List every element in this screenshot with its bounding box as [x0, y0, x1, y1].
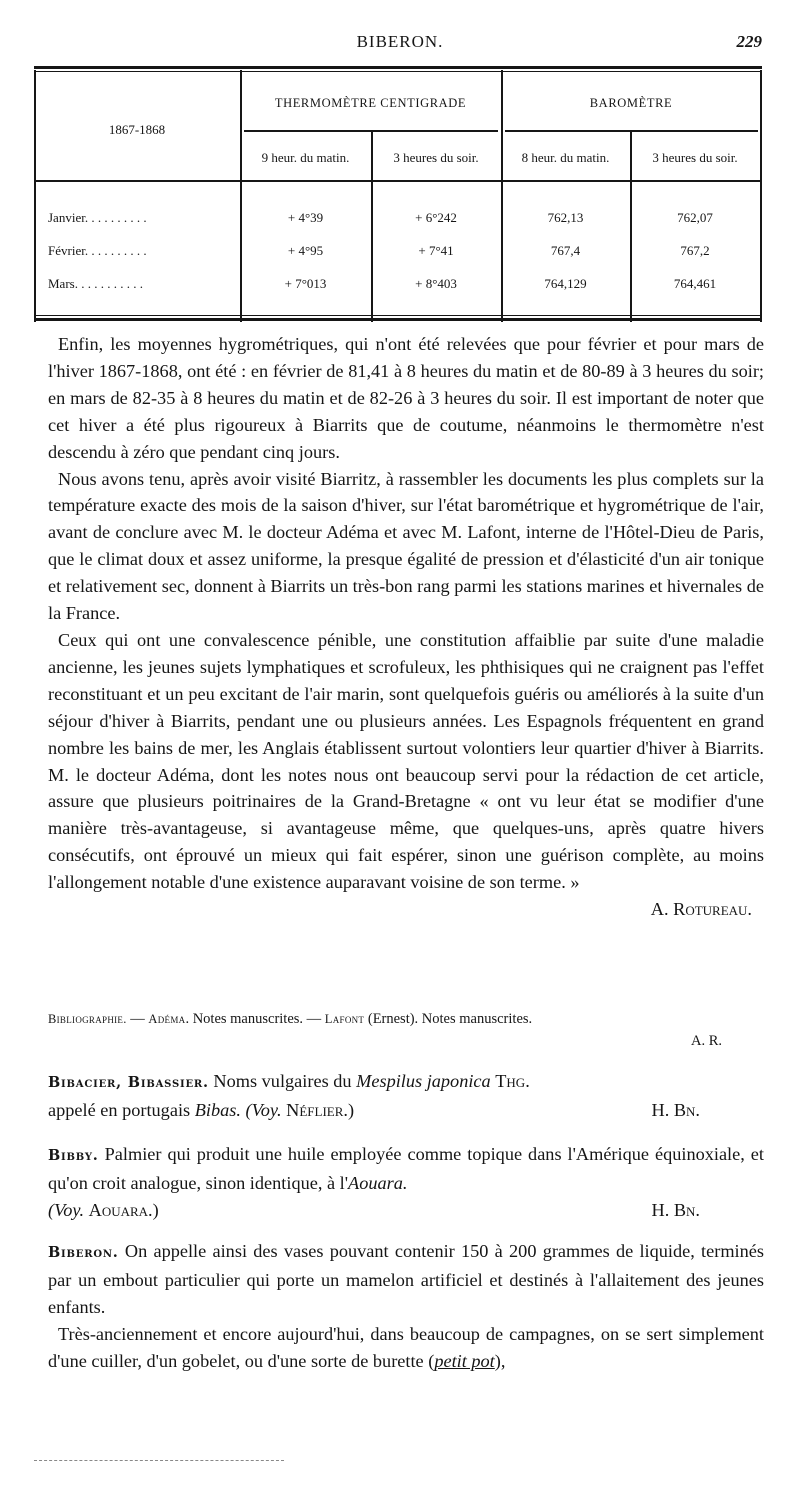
bibliography [48, 1008, 764, 1052]
table-corner-label: 1867-1868 [108, 122, 166, 137]
thermo-group-rule [244, 130, 498, 132]
row-label: Mars. . . . . . . . . . . [48, 276, 143, 291]
table-bottom-rule [34, 318, 762, 321]
table-cell: 762,13 [547, 210, 584, 225]
table-cell: + 4°95 [287, 243, 324, 258]
plant-name: Aouara. [348, 1172, 408, 1193]
cross-ref-voy: (Voy. [245, 1099, 282, 1120]
entry-bibacier [48, 1068, 764, 1124]
table-cell: + 7°013 [284, 276, 327, 291]
table-top-rule-thin [34, 71, 762, 72]
header-bottom-rule [34, 180, 762, 182]
climate-table [34, 66, 762, 324]
cross-ref: Aouara.) [88, 1199, 159, 1220]
entry-headword: Bibby. [48, 1147, 99, 1164]
entry-text: ), [494, 1350, 506, 1371]
paragraph: Nous avons tenu, après avoir visité Biarritz, à rassembler les documents les plus complets sur la température exacte des mois de la saison d'hiver, sur l'état barométrique et hygrométrique de l'air, avant de conclure avec M. le docteur Adéma et avec M. Lafont, interne de l'Hôtel-Dieu de Paris, que le climat doux et assez uniforme, la presque égalité de pression et d'élasticité d'un air tonique et relativement sec, donnent à Biarrits un très-bon rang parmi les stations marines et hivernales de la France. [48, 468, 764, 624]
col-header: 8 heur. du matin. [521, 150, 610, 165]
table-cell: + 8°403 [415, 276, 457, 291]
bib-author: Adéma [148, 1012, 186, 1026]
table-cell: + 4°39 [287, 210, 324, 225]
header-barometer: BAROMÈTRE [589, 96, 673, 110]
bib-text: (Ernest). Notes manuscrites. [367, 1011, 533, 1027]
cross-ref: Néflier.) [286, 1099, 355, 1120]
table-cell: 767,2 [680, 243, 710, 258]
bibliography-line: Bibliographie. — Adéma. Notes manuscrites. — Lafont (Ernest). Notes manuscrites. [48, 1011, 533, 1027]
entry-text: Noms vulgaires du [213, 1071, 352, 1091]
bibliography-initials: A. R. [690, 1033, 722, 1049]
running-title: BIBERON. [356, 32, 444, 51]
row-label: Février. . . . . . . . . . [48, 243, 147, 258]
row-label: Janvier. . . . . . . . . . [48, 210, 147, 225]
entry-biberon [48, 1238, 764, 1375]
table-vline [34, 70, 36, 322]
col-header: 3 heures du soir. [393, 150, 479, 165]
bibliography-label: Bibliographie. [48, 1012, 127, 1026]
entry-text: Très-anciennement et encore aujourd'hui, dans beaucoup de campagnes, on se sert simplement d'une cuiller, d'un gobelet, ou d'une sorte de burette ( [48, 1323, 764, 1371]
header-thermometer: THERMOMÈTRE CENTIGRADE [274, 96, 467, 110]
page-bottom-rule [34, 1460, 284, 1461]
bib-author: Lafont [324, 1012, 365, 1026]
entry-text: On appelle ainsi des vases pouvant contenir 150 à 200 grammes de liquide, terminés par un embout particulier qui porte un mamelon artificiel et destinés à l'allaitement des jeunes enfants. [48, 1241, 764, 1317]
baro-group-rule [505, 130, 758, 132]
entry-bibby [48, 1141, 764, 1224]
entry-signature: H. Bn. [651, 1099, 700, 1120]
entry-text: Palmier qui produit une huile employée comme topique dans l'Amérique équinoxiale, et qu'on croit analogue, sinon identique, à l' [48, 1144, 764, 1193]
paragraph: Enfin, les moyennes hygrométriques, qui n'ont été relevées que pour février et pour mars de l'hiver 1867-1868, ont été : en février de 81,41 à 8 heures du matin et de 80-89 à 3 heures du soir; en mars de 82-35 à 8 heures du matin et de 82-26 à 3 heures du soir. Il est important de noter que cet hiver a été plus rigoureux à Biarrits que de coutume, néanmoins le thermomètre n'est descendu à zéro que pendant cinq jours. [48, 334, 764, 462]
table-cell: + 6°242 [415, 210, 457, 225]
table-bottom-rule-thin [34, 315, 762, 316]
page-number: 229 [736, 32, 762, 51]
table-cell: 764,461 [673, 276, 717, 291]
author-signature: A. Rotureau. [650, 899, 752, 920]
vernacular-name: Bibas. [194, 1099, 241, 1120]
entry-signature: H. Bn. [651, 1199, 700, 1220]
latin-name: Mespilus japonica [356, 1071, 491, 1091]
entry-text: appelé en portugais [48, 1099, 191, 1120]
col-header: 3 heures du soir. [652, 150, 738, 165]
paragraph: Ceux qui ont une convalescence pénible, une constitution affaiblie par suite d'une maladie ancienne, les jeunes sujets lymphatiques et scrofuleux, les phthisiques qui ne craignent pas l'effet reconstituant et un peu excitant de l'air marin, sont quelquefois guéris ou améliorés à la suite d'un séjour d'hiver à Biarrits, pendant une ou plusieurs années. Les Espagnols fréquentent en grand nombre les bains de mer, les Anglais établissent surtout volontiers leur quartier d'hiver à Biarrits. M. le docteur Adéma, dont les notes nous ont beaucoup servi pour la rédaction de cet article, assure que plusieurs poitrinaires de la Grand-Bretagne « ont vu leur état se modifier d'une manière très-avantageuse, si avantageuse même, que quelques-uns, après quatre hivers consécutifs, ont éprouvé un mieux qui fait espérer, sinon une guérison complète, au moins l'allongement notable d'une existence auparavant voisine de son terme. » [48, 629, 764, 893]
running-head [0, 32, 800, 58]
authority: Thg. [495, 1071, 530, 1091]
entry-headword: Bibacier, Bibassier. [48, 1074, 209, 1091]
author-signature-row [48, 896, 764, 923]
entry-headword: Biberon. [48, 1244, 119, 1261]
table-cell: 767,4 [550, 243, 581, 258]
article-body [48, 331, 764, 923]
col-header: 9 heur. du matin. [261, 150, 350, 165]
bib-text: . Notes manuscrites. — [185, 1011, 322, 1027]
table-cell: 762,07 [677, 210, 713, 225]
paragraph [48, 1321, 764, 1375]
cross-ref-voy: (Voy. [48, 1199, 85, 1220]
table-cell: + 7°41 [418, 243, 454, 258]
table-cell: 764,129 [544, 276, 587, 291]
table-top-rule [34, 66, 762, 69]
italic-term: petit pot [434, 1350, 495, 1371]
paragraph [48, 1238, 764, 1321]
